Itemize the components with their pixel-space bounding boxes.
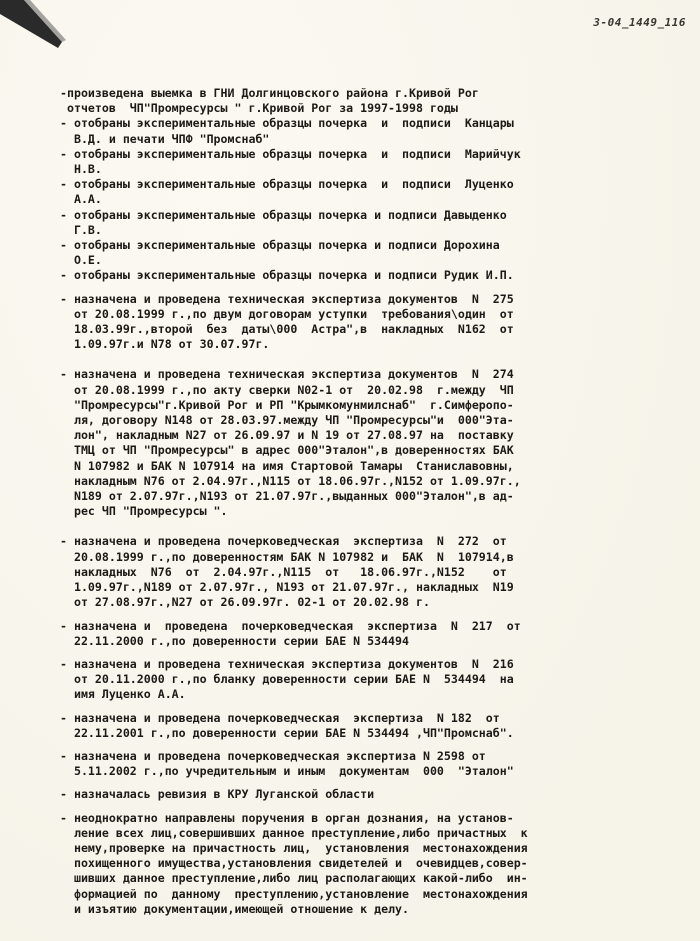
paragraph-gap [60, 703, 620, 711]
text-line: - назначена и проведена техническая экспертиза документов N 216 [60, 656, 514, 671]
text-line: ТМЦ от ЧП "Промресурсы" в адрес 000"Эталон",в доверенностях БАК [60, 443, 514, 458]
text-line: накладных N76 от 2.04.97г.,N115 от 18.06.97г.,N152 от [60, 564, 507, 579]
list-item [60, 534, 620, 610]
document-body [60, 86, 620, 917]
text-line: 1.09.97г.и N78 от 30.07.97г. [60, 337, 270, 352]
text-line: от 20.08.1999 г.,по акту сверки N02-1 от 20.02.98 г.между ЧП [60, 382, 514, 397]
text-line: нему,проверке на причастность лиц, установления местонахождения [60, 840, 528, 855]
text-line: - отобраны экспериментальные образцы почерка и подписи Давыденко [60, 207, 507, 222]
text-line: и изъятию документации,имеющей отношение к делу. [60, 901, 410, 916]
text-line: 18.03.99г.,второй без даты\000 Астра",в накладных N162 от [60, 322, 514, 337]
text-line: ля, договору N148 от 28.03.97.между ЧП "Промресурсы"и 000"Эта- [60, 413, 514, 428]
text-line: - отобраны экспериментальные образцы почерка и подписи Рудик И.П. [60, 268, 514, 283]
text-line: - назначалась ревизия в КРУ Луганской области [60, 787, 375, 802]
list-item [60, 711, 620, 741]
list-item [60, 749, 620, 779]
paragraph-gap [60, 649, 620, 657]
list-item [60, 367, 620, 519]
list-item [60, 177, 620, 207]
text-line: имя Луценко А.А. [60, 687, 186, 702]
text-line: - назначена и проведена техническая экспертиза документов N 275 [60, 291, 514, 306]
text-line: N189 от 2.07.97г.,N193 от 21.07.97г.,выданных 000"Эталон",в ад- [60, 489, 514, 504]
text-line: лон", накладным N27 от 26.09.97 и N 19 от 27.08.97 на поставку [60, 428, 514, 443]
text-line: отчетов ЧП"Промресурсы " г.Кривой Рог за 1997-1998 годы [60, 101, 458, 116]
list-item [60, 238, 620, 268]
text-line: - отобраны экспериментальные образцы почерка и подписи Канцары [60, 116, 514, 131]
archive-stamp: 3-04_1449_116 [593, 16, 686, 29]
text-line: "Промресурсы"г.Кривой Рог и РП "Крымкомунмилснаб" г.Симферопо- [60, 397, 514, 412]
text-line: ление всех лиц,совершивших данное преступление,либо причастных к [60, 825, 528, 840]
text-line: - назначена и проведена техническая экспертиза документов N 274 [60, 367, 514, 382]
list-item [60, 86, 620, 116]
list-item [60, 619, 620, 649]
list-item [60, 292, 620, 353]
text-line: - назначена и проведена почерковедческая экспертиза N 182 от [60, 710, 500, 725]
text-line: Г.В. [60, 222, 102, 237]
text-line: - неоднократно направлены поручения в орган дознания, на установ- [60, 810, 514, 825]
list-item [60, 208, 620, 238]
list-item [60, 147, 620, 177]
text-line: от 20.08.1999 г.,по двум договорам уступки требования\один от [60, 306, 514, 321]
text-line: - отобраны экспериментальные образцы почерка и подписи Марийчук [60, 146, 521, 161]
paragraph-gap [60, 779, 620, 787]
text-line: 22.11.2001 г.,по доверенности серии БАЕ N 534494 ,ЧП"Промснаб". [60, 725, 514, 740]
paragraph-gap [60, 611, 620, 619]
paragraph-gap [60, 284, 620, 292]
list-item [60, 116, 620, 146]
text-line: - отобраны экспериментальные образцы почерка и подписи Дорохина [60, 238, 500, 253]
text-line: - отобраны экспериментальные образцы почерка и подписи Луценко [60, 177, 514, 192]
text-line: Н.В. [60, 162, 102, 177]
paragraph-gap [60, 519, 620, 534]
paragraph-gap [60, 741, 620, 749]
text-line: В.Д. и печати ЧПФ "Промснаб" [60, 131, 270, 146]
text-line: - назначена и проведена почерковедческая экспертиза N 217 от [60, 618, 521, 633]
list-item [60, 787, 620, 802]
text-line: 22.11.2000 г.,по доверенности серии БАЕ N 534494 [60, 633, 410, 648]
paragraph-gap [60, 352, 620, 367]
corner-shadow-mark [0, 0, 90, 75]
paragraph-gap [60, 803, 620, 811]
text-line: А.А. [60, 192, 102, 207]
text-line: формацией по данному преступлению,установление местонахождения [60, 886, 528, 901]
list-item [60, 657, 620, 703]
text-line: N 107982 и БАК N 107914 на имя Стартовой Тамары Станиславовны, [60, 458, 514, 473]
text-line: 5.11.2002 г.,по учредительным и иным документам 000 "Эталон" [60, 764, 514, 779]
text-line: - назначена и проведена почерковедческая экспертиза N 2598 от [60, 748, 486, 763]
list-item [60, 268, 620, 283]
text-line: 20.08.1999 г.,по доверенностям БАК N 107982 и БАК N 107914,в [60, 549, 514, 564]
text-line: рес ЧП "Промресурсы ". [60, 504, 228, 519]
text-line: - назначена и проведена почерковедческая экспертиза N 272 от [60, 534, 507, 549]
text-line: похищенного имущества,установления свидетелей и очевидцев,совер- [60, 856, 528, 871]
text-line: от 27.08.97г.,N27 от 26.09.97г. 02-1 от 20.02.98 г. [60, 595, 430, 610]
text-line: накладным N76 от 2.04.97г.,N115 от 18.06.97г.,N152 от 1.09.97г., [60, 473, 521, 488]
text-line: -произведена выемка в ГНИ Долгинцовского района г.Кривой Рог [60, 86, 479, 100]
list-item [60, 811, 620, 917]
text-line: шивших данное преступление,либо лиц располагающих какой-либо ин- [60, 871, 528, 886]
text-line: 1.09.97г.,N189 от 2.07.97г., N193 от 21.07.97г., накладных N19 [60, 580, 514, 595]
text-line: от 20.11.2000 г.,по бланку доверенности серии БАЕ N 534494 на [60, 672, 514, 687]
text-line: О.Е. [60, 253, 102, 268]
